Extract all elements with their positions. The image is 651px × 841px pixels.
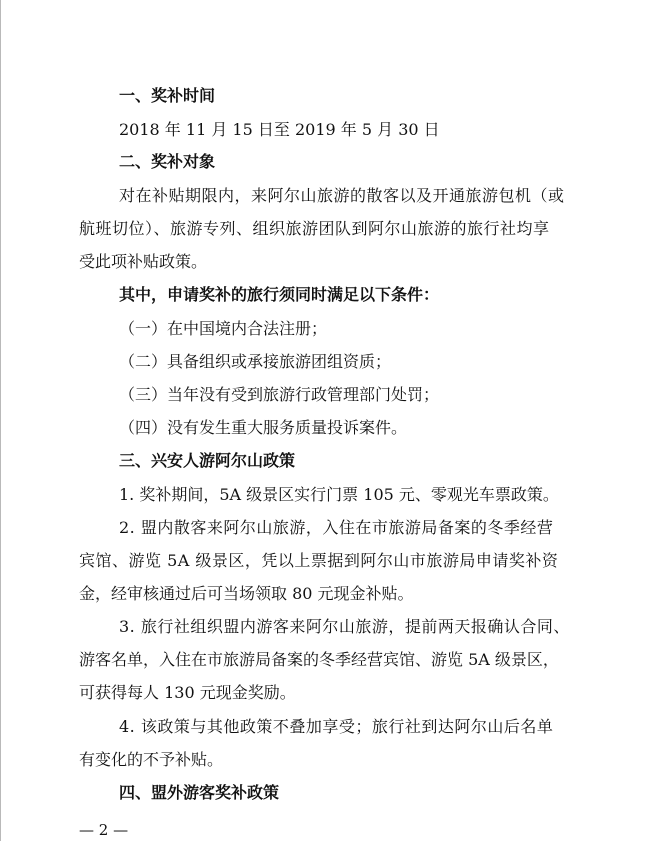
section-3-heading: 三、兴安人游阿尔山政策 [119,451,296,470]
condition-item: （四）没有发生重大服务质量投诉案件。 [119,418,408,437]
condition-item: （一）在中国境内合法注册； [119,319,328,338]
policy-item-3-line: 3. 旅行社组织盟内游客来阿尔山旅游，提前两天报确认合同、 [119,617,570,636]
policy-item-1: 1. 奖补期间，5A 级景区实行门票 105 元、零观光车票政策。 [119,485,559,504]
section-2-paragraph-line: 受此项补贴政策。 [79,252,208,271]
policy-item-3-line: 可获得每人 130 元现金奖励。 [79,683,296,702]
policy-item-4-line: 有变化的不予补贴。 [79,750,224,769]
condition-item: （三）当年没有受到旅游行政管理部门处罚； [119,385,440,404]
section-2-paragraph-line: 对在补贴期限内，来阿尔山旅游的散客以及开通旅游包机（或 [119,186,565,205]
section-1-date-range: 2018 年 11 月 15 日至 2019 年 5 月 30 日 [119,120,440,139]
conditions-heading: 其中，申请奖补的旅行须同时满足以下条件： [119,285,440,304]
policy-item-2-line: 金，经审核通过后可当场领取 80 元现金补贴。 [79,584,414,603]
policy-item-2-line: 2. 盟内散客来阿尔山旅游，入住在市旅游局备案的冬季经营 [119,518,554,537]
policy-item-2-line: 宾馆、游览 5A 级景区，凭以上票据到阿尔山市旅游局申请奖补资 [79,551,559,570]
policy-item-4-line: 4. 该政策与其他政策不叠加享受；旅行社到达阿尔山后名单 [119,717,554,736]
section-1-heading: 一、奖补时间 [119,86,216,105]
page-number: — 2 — [79,821,129,839]
section-4-heading: 四、盟外游客奖补政策 [119,783,280,802]
policy-item-3-line: 游客名单，入住在市旅游局备案的冬季经营宾馆、游览 5A 级景区， [79,650,559,669]
section-2-heading: 二、奖补对象 [119,152,216,171]
condition-item: （二）具备组织或承接旅游团组资质； [119,352,392,371]
section-2-paragraph-line: 航班切位）、旅游专列、组织旅游团队到阿尔山旅游的旅行社均享 [79,219,550,238]
